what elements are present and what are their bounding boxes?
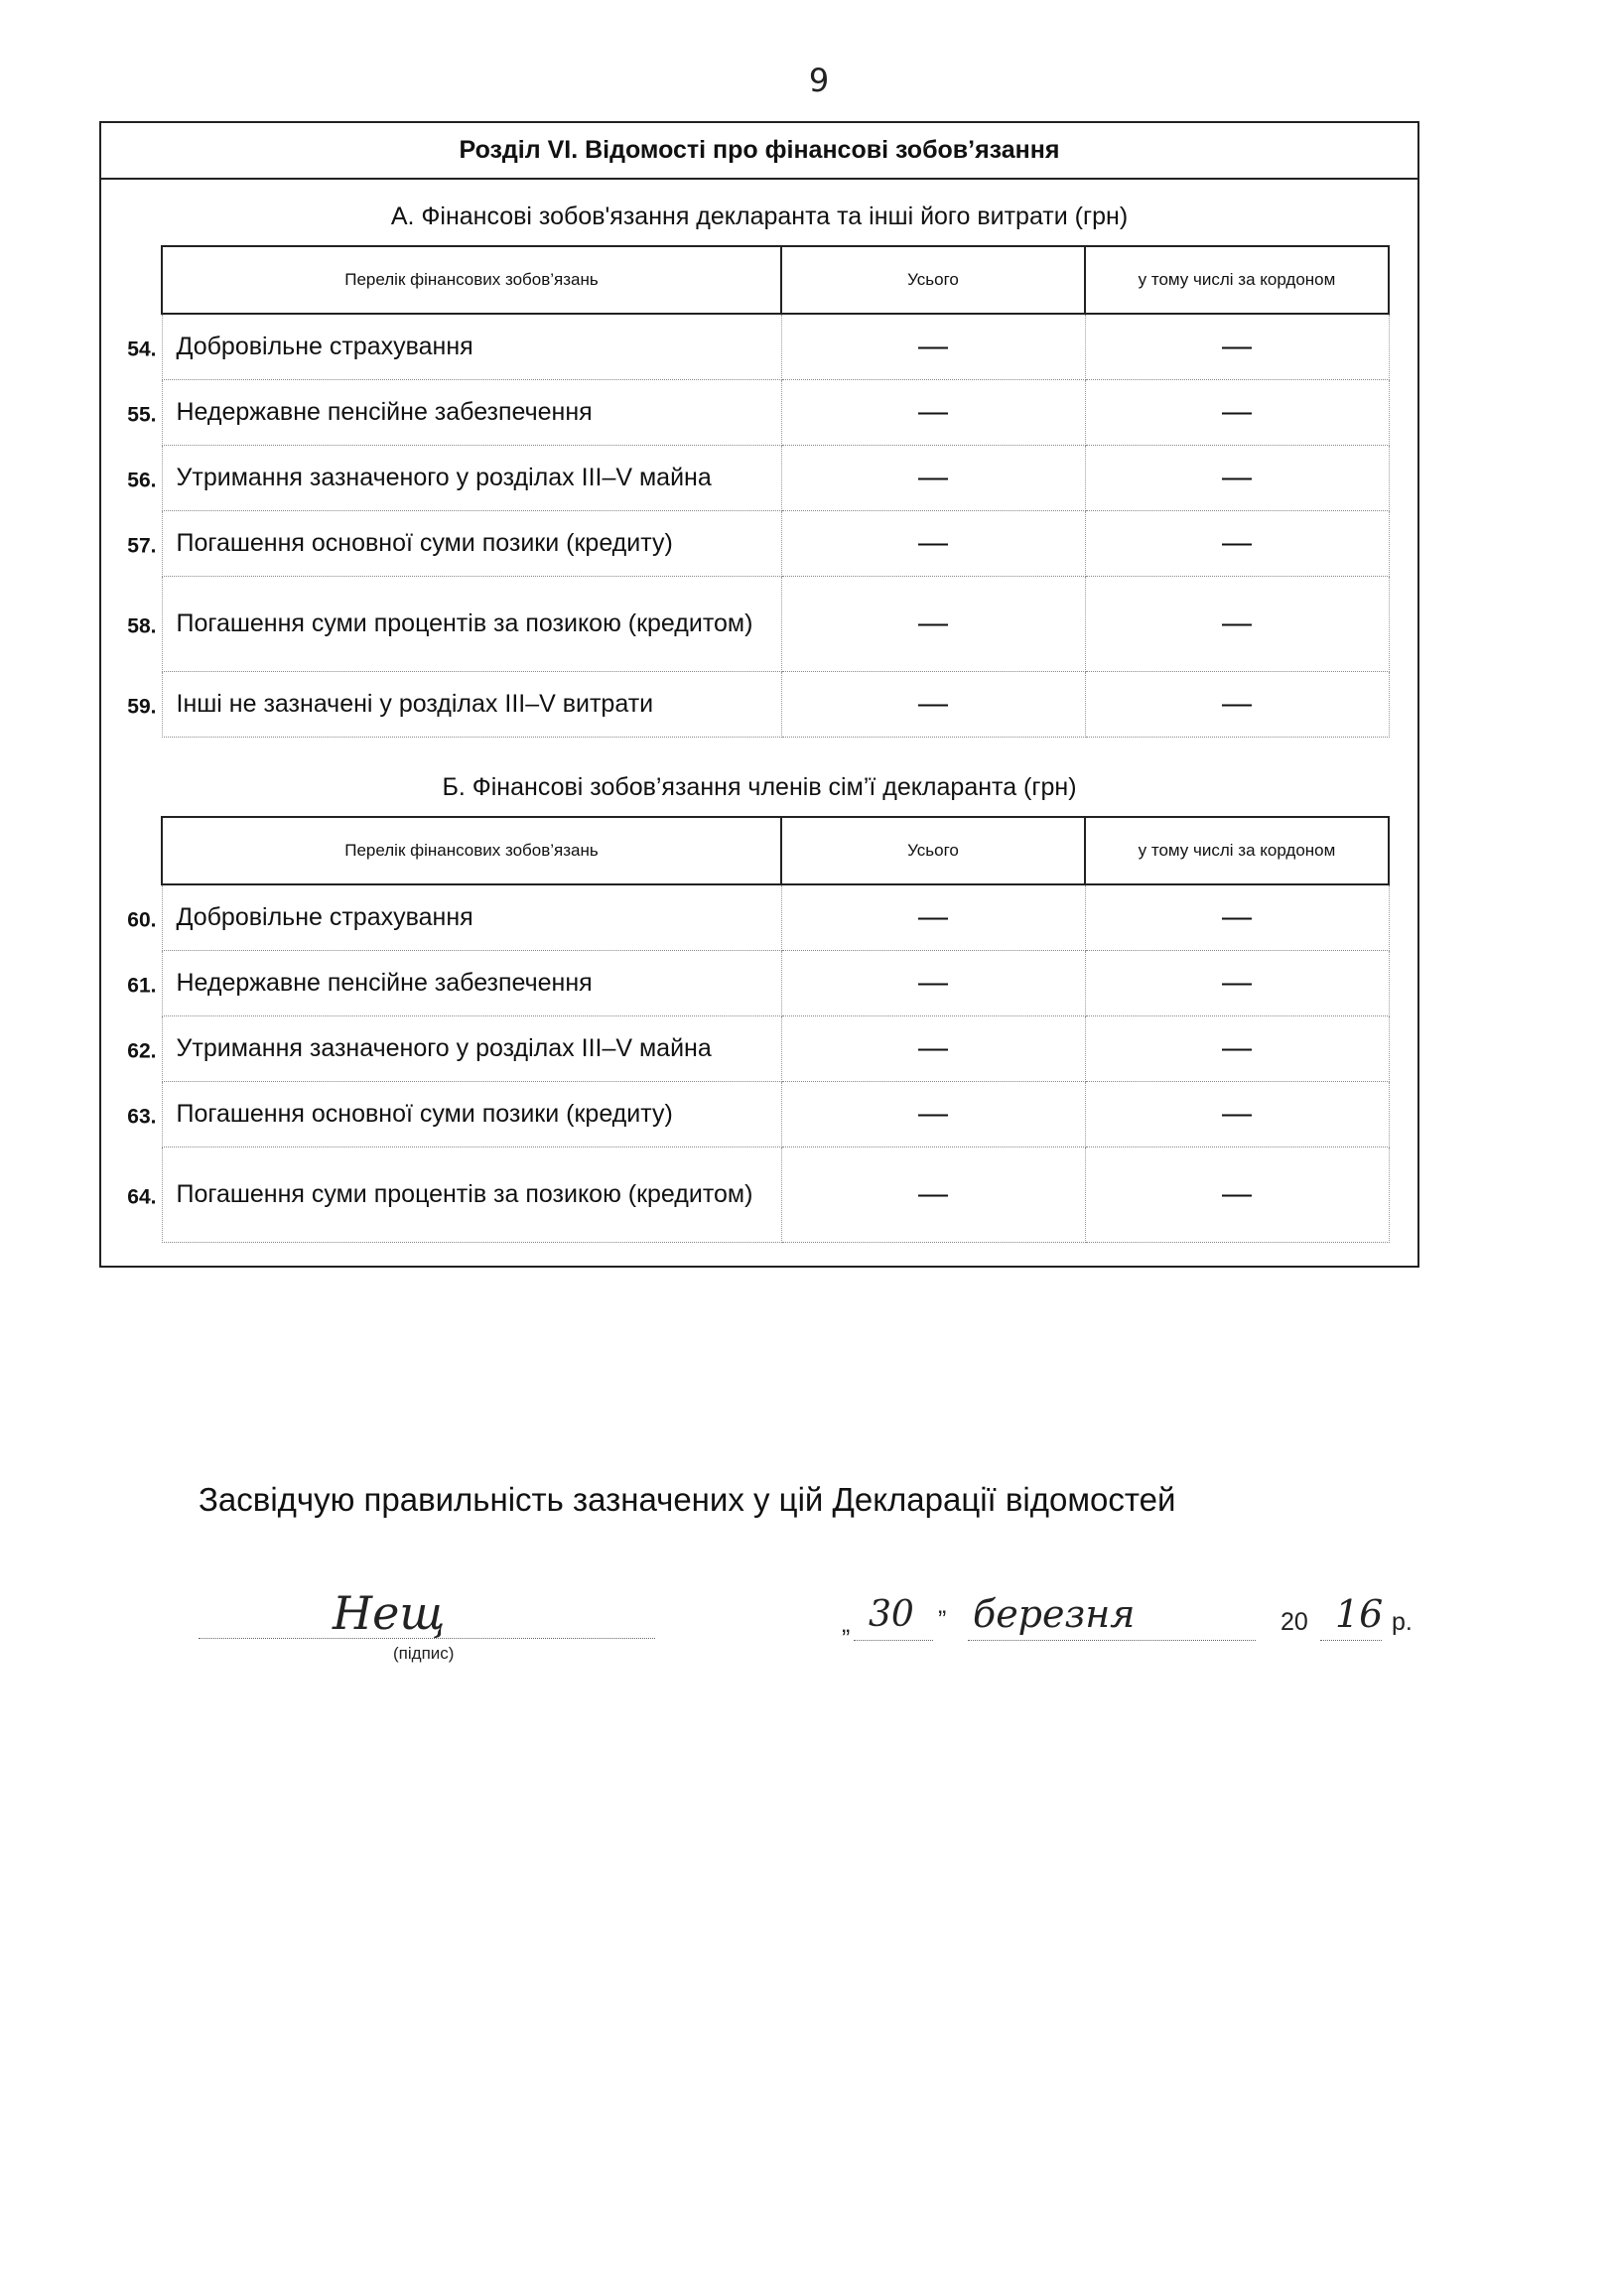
row-label-cell xyxy=(127,576,781,671)
row-total-value: — xyxy=(781,671,1085,737)
table-row xyxy=(162,510,1389,576)
row-label-cell xyxy=(127,1081,781,1147)
row-abroad-value: — xyxy=(1085,314,1389,379)
row-abroad-value: — xyxy=(1085,1015,1389,1081)
header-abroad: у тому числі за кордоном xyxy=(1085,246,1389,314)
row-total-value: — xyxy=(781,1015,1085,1081)
row-label-cell xyxy=(127,445,781,510)
header-total: Усього xyxy=(781,817,1085,884)
year-unit: р. xyxy=(1392,1608,1413,1636)
row-total-value: — xyxy=(781,950,1085,1015)
row-label: Утримання зазначеного у розділах III–V майна xyxy=(176,463,712,491)
row-label: Інші не зазначені у розділах III–V витрати xyxy=(176,689,654,718)
row-abroad-value: — xyxy=(1085,1147,1389,1242)
row-abroad-value: — xyxy=(1085,950,1389,1015)
row-label: Погашення основної суми позики (кредиту) xyxy=(176,528,673,557)
row-total-value: — xyxy=(781,314,1085,379)
row-number: 58. xyxy=(127,614,157,638)
row-total-value: — xyxy=(781,1081,1085,1147)
year-line xyxy=(1320,1640,1382,1641)
header-list: Перелік фінансових зобов’язань xyxy=(162,246,781,314)
row-number: 55. xyxy=(127,403,157,427)
section-frame xyxy=(99,121,1419,1268)
row-label: Недержавне пенсійне забезпечення xyxy=(176,397,593,426)
row-total-value: — xyxy=(781,884,1085,950)
row-label-cell xyxy=(127,314,781,379)
row-label: Добровільне страхування xyxy=(176,332,473,360)
table-row xyxy=(162,671,1389,737)
row-label: Погашення суми процентів за позикою (кредитом) xyxy=(176,1179,753,1208)
part-b-table xyxy=(127,816,1390,1243)
date-month-line xyxy=(968,1640,1256,1641)
row-label-cell xyxy=(127,950,781,1015)
row-abroad-value: — xyxy=(1085,576,1389,671)
date-day-line xyxy=(854,1640,933,1641)
row-label-cell xyxy=(127,379,781,445)
section-title: Розділ VI. Відомості про фінансові зобов’язання xyxy=(101,123,1417,180)
signature-caption: (підпис) xyxy=(393,1644,455,1663)
part-b-title: Б. Фінансові зобов’язання членів сім’ї декларанта (грн) xyxy=(442,773,1077,801)
table-row xyxy=(162,1015,1389,1081)
date-close-quote: ” xyxy=(938,1606,947,1634)
table-row xyxy=(162,950,1389,1015)
year-prefix: 20 xyxy=(1280,1608,1308,1636)
row-number: 62. xyxy=(127,1039,157,1063)
row-total-value: — xyxy=(781,379,1085,445)
date-day: 30 xyxy=(869,1594,914,1635)
row-label-cell xyxy=(127,510,781,576)
table-row xyxy=(162,1081,1389,1147)
table-row xyxy=(162,576,1389,671)
table-row xyxy=(162,314,1389,379)
row-abroad-value: — xyxy=(1085,510,1389,576)
header-list: Перелік фінансових зобов’язань xyxy=(162,817,781,884)
row-abroad-value: — xyxy=(1085,671,1389,737)
row-number: 59. xyxy=(127,695,157,719)
row-number: 63. xyxy=(127,1105,157,1129)
row-label: Добровільне страхування xyxy=(176,902,473,931)
row-abroad-value: — xyxy=(1085,884,1389,950)
table-row xyxy=(162,445,1389,510)
row-abroad-value: — xyxy=(1085,379,1389,445)
row-label-cell xyxy=(127,671,781,737)
row-label-cell xyxy=(127,884,781,950)
page-number: 9 xyxy=(808,62,830,99)
header-abroad: у тому числі за кордоном xyxy=(1085,817,1389,884)
table-row xyxy=(162,884,1389,950)
row-total-value: — xyxy=(781,445,1085,510)
part-a-header-row xyxy=(162,246,1389,314)
date-open-quote: „ xyxy=(842,1610,851,1638)
row-number: 56. xyxy=(127,469,157,492)
header-total: Усього xyxy=(781,246,1085,314)
part-b-header-row xyxy=(162,817,1389,884)
certification-text: Засвідчую правильність зазначених у цій Декларації відомостей xyxy=(199,1481,1176,1518)
row-number: 57. xyxy=(127,534,157,558)
row-number: 61. xyxy=(127,974,157,998)
table-row xyxy=(162,1147,1389,1242)
part-a-title: А. Фінансові зобов'язання декларанта та інші його витрати (грн) xyxy=(390,203,1129,230)
row-total-value: — xyxy=(781,1147,1085,1242)
row-abroad-value: — xyxy=(1085,445,1389,510)
signature: Нещ xyxy=(333,1586,446,1640)
row-label-cell xyxy=(127,1015,781,1081)
table-row xyxy=(162,379,1389,445)
row-abroad-value: — xyxy=(1085,1081,1389,1147)
row-label: Утримання зазначеного у розділах III–V майна xyxy=(176,1033,712,1062)
part-a-table xyxy=(127,245,1390,738)
row-number: 54. xyxy=(127,338,157,361)
row-number: 60. xyxy=(127,908,157,932)
date-month: березня xyxy=(973,1592,1136,1636)
row-total-value: — xyxy=(781,576,1085,671)
row-label-cell xyxy=(127,1147,781,1242)
row-total-value: — xyxy=(781,510,1085,576)
row-label: Недержавне пенсійне забезпечення xyxy=(176,968,593,997)
row-label: Погашення основної суми позики (кредиту) xyxy=(176,1099,673,1128)
row-number: 64. xyxy=(127,1185,157,1209)
year-suffix: 16 xyxy=(1335,1592,1384,1636)
row-label: Погашення суми процентів за позикою (кредитом) xyxy=(176,608,753,637)
